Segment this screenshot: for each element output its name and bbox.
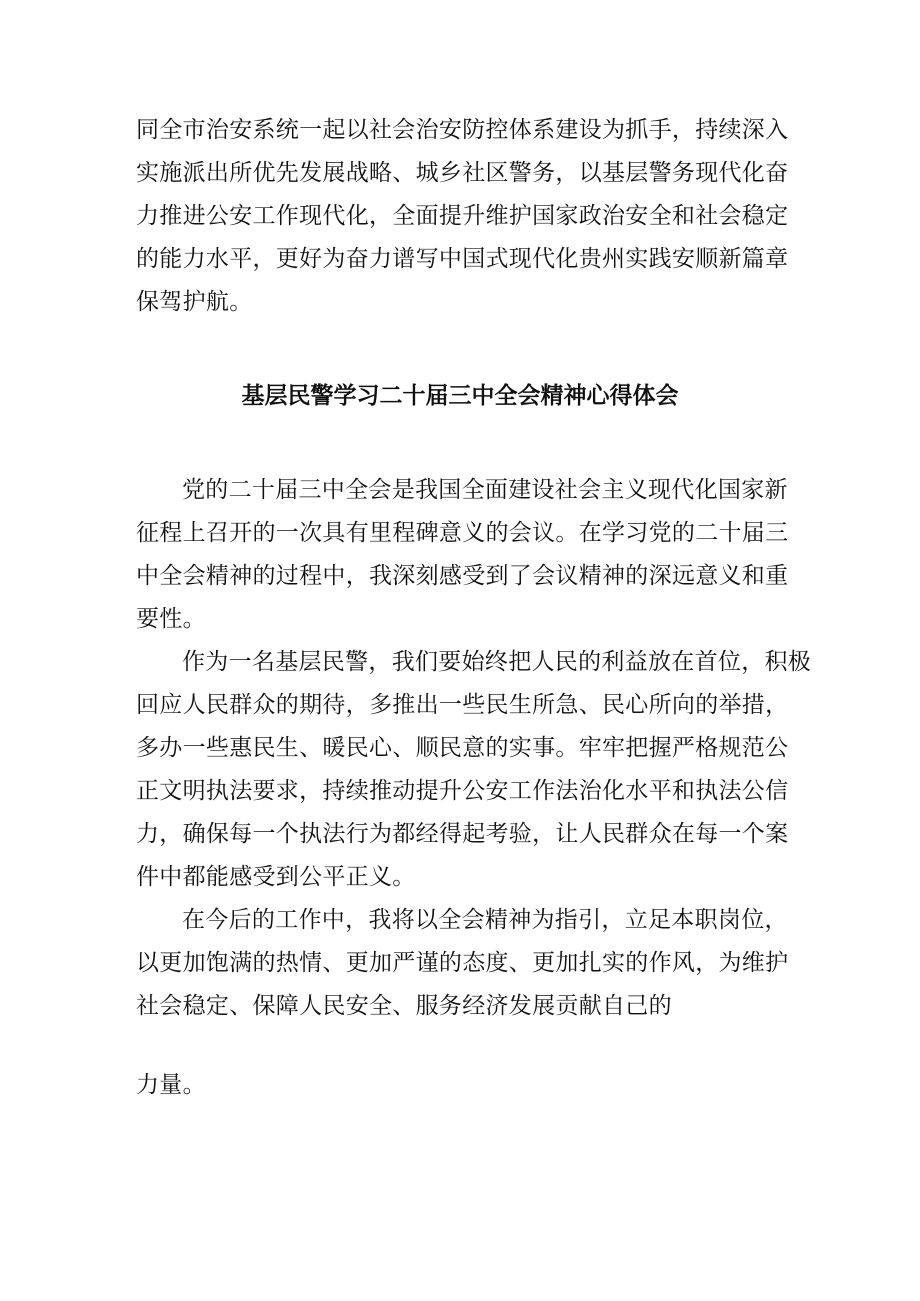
- paragraph-line: 以更加饱满的热情、更加严谨的态度、更加扎实的作风，为维护: [136, 950, 789, 976]
- paragraph-line: 要性。: [136, 606, 206, 632]
- paragraph-line: 回应人民群众的期待，多推出一些民生所急、民心所向的举措，: [136, 692, 789, 718]
- paragraph-line: 征程上召开的一次具有里程碑意义的会议。在学习党的二十届三: [136, 520, 789, 546]
- paragraph-line: 作为一名基层民警，我们要始终把人民的利益放在首位，积极: [182, 649, 812, 675]
- paragraph-line: 中全会精神的过程中，我深刻感受到了会议精神的深远意义和重: [136, 563, 789, 589]
- paragraph-line: 多办一些惠民生、暖民心、顺民意的实事。牢牢把握严格规范公: [136, 735, 789, 761]
- intro-line: 的能力水平，更好为奋力谱写中国式现代化贵州实践安顺新篇章: [136, 246, 789, 272]
- intro-line: 保驾护航。: [136, 289, 253, 315]
- paragraph-line: 社会稳定、保障人民安全、服务经济发展贡献自己的: [136, 993, 672, 1019]
- intro-line: 力推进公安工作现代化，全面提升维护国家政治安全和社会稳定: [136, 203, 789, 229]
- intro-line: 实施派出所优先发展战略、城乡社区警务，以基层警务现代化奋: [136, 160, 789, 186]
- document-title: 基层民警学习二十届三中全会精神心得体会: [241, 383, 679, 409]
- paragraph-line: 党的二十届三中全会是我国全面建设社会主义现代化国家新: [182, 477, 788, 503]
- intro-line: 同全市治安系统一起以社会治安防控体系建设为抓手，持续深入: [136, 117, 789, 143]
- paragraph-tail: 力量。: [136, 1072, 206, 1098]
- paragraph-line: 在今后的工作中，我将以全会精神为指引，立足本职岗位，: [182, 907, 788, 933]
- paragraph-line: 正文明执法要求，持续推动提升公安工作法治化水平和执法公信: [136, 778, 789, 804]
- paragraph-line: 件中都能感受到公平正义。: [136, 864, 416, 890]
- paragraph-line: 力，确保每一个执法行为都经得起考验，让人民群众在每一个案: [136, 821, 789, 847]
